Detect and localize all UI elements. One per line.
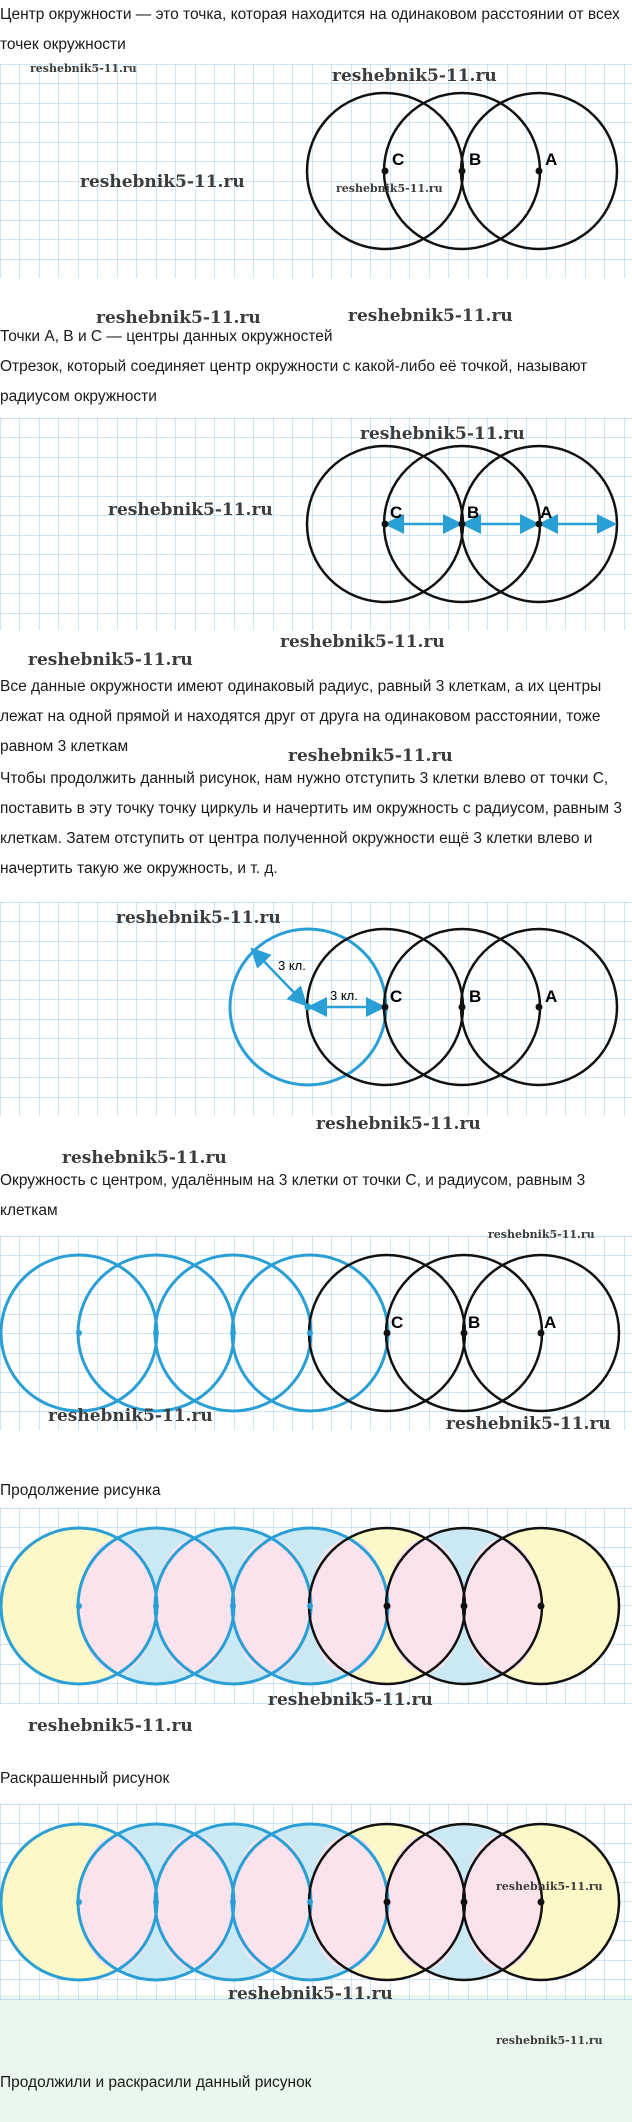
fill-pink <box>233 1835 309 1969</box>
watermark: reshebnik5-11.ru <box>108 500 273 520</box>
point <box>230 1899 236 1905</box>
text-colored: Раскрашенный рисунок <box>0 1770 170 1787</box>
point <box>153 1330 159 1336</box>
label-b: B <box>468 1313 481 1332</box>
watermark: reshebnik5-11.ru <box>316 1114 481 1134</box>
text-centers: Точки A, B и C — центры данных окружностей <box>0 328 333 345</box>
watermark: reshebnik5-11.ru <box>268 1690 433 1710</box>
label-a: A <box>545 987 558 1006</box>
label-radius: 3 кл. <box>278 958 306 973</box>
fill-pink <box>310 1835 386 1969</box>
watermark: reshebnik5-11.ru <box>28 650 193 670</box>
label-a: A <box>544 1313 557 1332</box>
point <box>307 1899 313 1905</box>
watermark: reshebnik5-11.ru <box>288 746 453 766</box>
fill-pink <box>79 1835 155 1969</box>
point-b <box>459 1004 466 1011</box>
point <box>153 1603 159 1609</box>
watermark: reshebnik5-11.ru <box>496 1880 603 1893</box>
figure-4-svg <box>0 1236 632 1430</box>
point <box>230 1603 236 1609</box>
text-continuation: Продолжение рисунка <box>0 1482 161 1499</box>
point <box>153 1899 159 1905</box>
point <box>230 1330 236 1336</box>
text-final: Продолжили и раскрасили данный рисунок <box>0 2074 312 2091</box>
point-c <box>384 1330 391 1337</box>
watermark: reshebnik5-11.ru <box>62 1148 227 1168</box>
text-instructions: Чтобы продолжить данный рисунок, нам нужно отступить 3 клетки влево от точки C, поставить в эту точку точку циркуль и начертить им окружность с радиусом, равным 3 клеткам. Затем отступить от центра полученной окружности ещё 3 клетки влево и начертить такую же окружность, и т. д. <box>0 770 622 877</box>
point-a <box>536 1004 543 1011</box>
grid-background <box>0 1236 632 1430</box>
fill-pink <box>156 1835 232 1969</box>
watermark: reshebnik5-11.ru <box>348 306 513 326</box>
fill-pink <box>310 1539 386 1673</box>
watermark: reshebnik5-11.ru <box>446 1414 611 1434</box>
figure-1-svg <box>0 64 632 278</box>
watermark: reshebnik5-11.ru <box>28 1716 193 1736</box>
fill-pink <box>387 1835 463 1969</box>
figure-6 <box>0 1804 632 2000</box>
point <box>76 1899 82 1905</box>
watermark: reshebnik5-11.ru <box>360 424 525 444</box>
point-b <box>461 1330 468 1337</box>
point-c <box>382 1004 389 1011</box>
text-center-definition: Центр окружности — это точка, которая находится на одинаковом расстоянии от всех точек окружности <box>0 6 620 53</box>
fill-pink <box>464 1835 540 1969</box>
text-radius-definition: Отрезок, который соединяет центр окружности с какой-либо её точкой, называют радиусом окружности <box>0 358 588 405</box>
point <box>76 1330 82 1336</box>
fill-pink <box>156 1539 232 1673</box>
label-c: C <box>391 1313 404 1332</box>
watermark: reshebnik5-11.ru <box>496 2034 603 2047</box>
point-b <box>459 521 466 528</box>
figure-2 <box>0 418 632 630</box>
point <box>307 1330 313 1336</box>
label-a: A <box>540 503 553 522</box>
label-b: B <box>469 987 482 1006</box>
watermark: reshebnik5-11.ru <box>280 632 445 652</box>
label-a: A <box>545 150 558 169</box>
watermark: reshebnik5-11.ru <box>116 908 281 928</box>
point <box>307 1603 313 1609</box>
figure-5-svg <box>0 1508 632 1704</box>
point <box>538 1603 545 1610</box>
green-band <box>0 1995 632 2122</box>
label-b: B <box>469 150 482 169</box>
point <box>384 1899 391 1906</box>
watermark: reshebnik5-11.ru <box>48 1406 213 1426</box>
fill-pink <box>464 1539 540 1673</box>
label-b: B <box>467 503 480 522</box>
figure-4 <box>0 1236 632 1430</box>
figure-3 <box>0 902 632 1116</box>
watermark: reshebnik5-11.ru <box>336 182 443 195</box>
watermark: reshebnik5-11.ru <box>332 66 497 86</box>
watermark: reshebnik5-11.ru <box>96 308 261 328</box>
point-a <box>536 168 543 175</box>
point-b <box>459 168 466 175</box>
point <box>76 1603 82 1609</box>
figure-5 <box>0 1508 632 1704</box>
point <box>461 1899 468 1906</box>
watermark: reshebnik5-11.ru <box>228 1984 393 2004</box>
label-c: C <box>392 150 405 169</box>
fill-pink <box>387 1539 463 1673</box>
figure-1 <box>0 64 632 278</box>
fill-pink <box>79 1539 155 1673</box>
point-c <box>382 168 389 175</box>
point-new-center <box>305 1004 312 1011</box>
watermark: reshebnik5-11.ru <box>80 172 245 192</box>
label-distance: 3 кл. <box>330 988 358 1003</box>
point <box>384 1603 391 1610</box>
label-c: C <box>390 503 403 522</box>
point <box>461 1603 468 1610</box>
text-same-radius: Все данные окружности имеют одинаковый радиус, равный 3 клеткам, а их центры лежат на одной прямой и находятся друг от друга на одинаковом расстоянии, тоже равном 3 клеткам <box>0 678 602 755</box>
text-new-circle: Окружность с центром, удалённым на 3 клетки от точки C, и радиусом, равным 3 клеткам <box>0 1172 586 1219</box>
watermark: reshebnik5-11.ru <box>30 62 137 75</box>
fill-pink <box>233 1539 309 1673</box>
figure-2-svg <box>0 418 632 630</box>
watermark: reshebnik5-11.ru <box>488 1228 595 1241</box>
figure-3-svg <box>0 902 632 1116</box>
point-c <box>382 521 389 528</box>
label-c: C <box>390 987 403 1006</box>
point <box>538 1899 545 1906</box>
figure-6-svg <box>0 1804 632 2000</box>
